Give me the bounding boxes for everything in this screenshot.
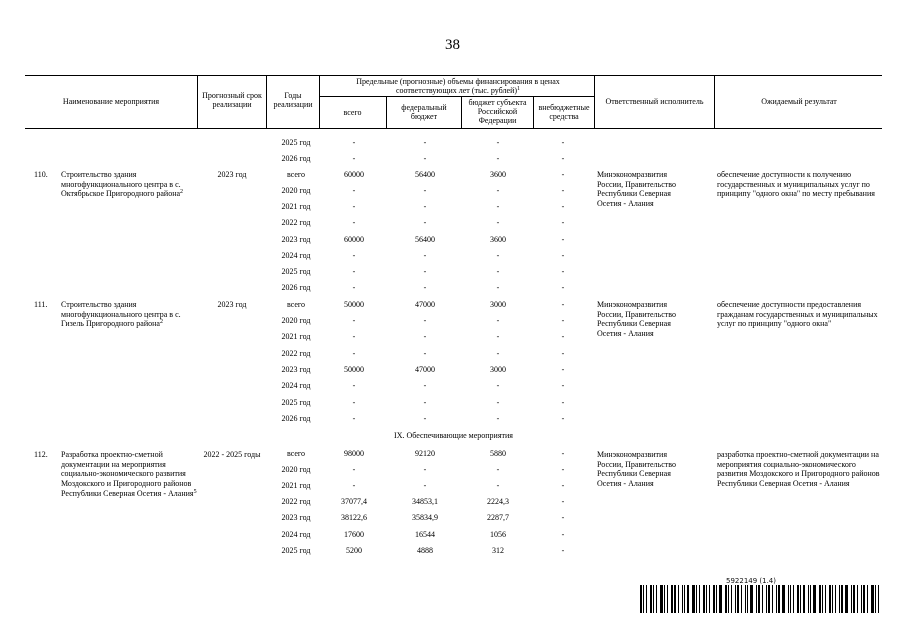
federal-cell: - [423,381,427,390]
barcode-bar [745,585,746,613]
year-cell: 2025 год [281,138,311,147]
barcode-bar [819,585,821,613]
subject-cell: - [496,154,500,163]
barcode-bar [839,585,840,613]
barcode-bar [813,585,816,613]
barcode-bar [735,585,736,613]
extra-cell: - [561,300,565,309]
header-federal: федеральный бюджет [401,103,447,121]
year-cell: 2024 год [281,251,311,260]
year-cell: 2022 год [281,349,311,358]
entry-result: обеспечение доступности предоставления гражданам государственных и муниципальных услуг по принципу "одного окна" [717,300,878,329]
year-cell: 2021 год [281,202,311,211]
barcode-bar [671,585,673,613]
extra-cell: - [561,414,565,423]
federal-cell: - [423,283,427,292]
federal-cell: 16544 [415,530,435,539]
barcode-bar [808,585,809,613]
year-cell: 2025 год [281,546,311,555]
extra-cell: - [561,267,565,276]
federal-cell: - [423,138,427,147]
total-cell: - [352,465,356,474]
extra-cell: - [561,283,565,292]
barcode-bar [731,585,732,613]
barcode-bar [713,585,715,613]
total-cell: - [352,202,356,211]
table-row [25,510,882,526]
barcode-bar [706,585,707,613]
table-row [25,151,882,167]
total-cell: - [352,267,356,276]
year-cell: 2026 год [281,154,311,163]
barcode-bar [696,585,697,613]
barcode-bar [861,585,862,613]
federal-cell: - [423,398,427,407]
header-result: Ожидаемый результат [761,97,837,106]
table-row [25,395,882,411]
year-cell: 2025 год [281,267,311,276]
entry-period: 2023 год [217,300,247,309]
entry-name: Строительство здания многофункционального центра в с. Октябрьское Пригородного района$^2$ [61,170,184,199]
federal-cell: - [423,332,427,341]
header-forecast: Прогнозный срок реализации [202,91,262,109]
subject-cell: - [496,381,500,390]
extra-cell: - [561,530,565,539]
barcode-bar [857,585,858,613]
total-cell: - [352,414,356,423]
table-row [25,346,882,362]
barcode-bar [747,585,748,613]
federal-cell: - [423,251,427,260]
barcode-bar [756,585,757,613]
extra-cell: - [561,349,565,358]
entry-result: обеспечение доступности к получению государственных и муниципальных услуг по принципу "одного окна" по месту пребывания [717,170,875,199]
extra-cell: - [561,154,565,163]
year-cell: 2023 год [281,365,311,374]
year-cell: 2020 год [281,316,311,325]
entry-number: 110. [34,170,48,179]
entry-responsible: Минэкономразвития России, Правительство Республики Северная Осетия - Алания [597,450,676,489]
subject-cell: - [496,414,500,423]
entry-number: 111. [34,300,48,309]
table-row [25,215,882,231]
federal-cell: 56400 [415,235,435,244]
total-cell: 50000 [344,365,364,374]
extra-cell: - [561,332,565,341]
subject-cell: 312 [492,546,504,555]
subject-cell: 1056 [490,530,506,539]
header-extra: внебюджетные средства [538,103,590,121]
table-row [25,329,882,345]
entry-name: Строительство здания многофункционального центра в с. Гизель Пригородного района$^2$ [61,300,181,329]
extra-cell: - [561,449,565,458]
federal-cell: - [423,414,427,423]
barcode-bar [766,585,767,613]
section-title: IX. Обеспечивающие мероприятия [394,431,513,440]
federal-cell: 4888 [417,546,433,555]
subject-cell: - [496,349,500,358]
barcode-bar [656,585,657,613]
total-cell: - [352,349,356,358]
subject-cell: 5880 [490,449,506,458]
barcode-bar [664,585,665,613]
total-cell: - [352,154,356,163]
table-row [25,248,882,264]
year-cell: всего [286,449,305,458]
federal-cell: - [423,186,427,195]
total-cell: - [352,316,356,325]
barcode-bar [682,585,683,613]
barcode-bar [674,585,676,613]
barcode-bar [737,585,739,613]
federal-cell: 92120 [415,449,435,458]
federal-cell: - [423,267,427,276]
barcode-bar [793,585,794,613]
total-cell: - [352,481,356,490]
barcode-bar [684,585,685,613]
barcode-bar [667,585,668,613]
barcode-bar [699,585,700,613]
total-cell: 98000 [344,449,364,458]
year-cell: всего [286,300,305,309]
barcode-bar [800,585,801,613]
page-number: 38 [445,37,460,53]
table-row [25,232,882,248]
barcode-bar [646,585,647,613]
barcode-bar [650,585,652,613]
table-row [25,313,882,329]
barcode-bar [803,585,805,613]
extra-cell: - [561,465,565,474]
table-row [25,167,882,183]
extra-cell: - [561,170,565,179]
barcode-bar [703,585,705,613]
barcode-bar [741,585,743,613]
extra-cell: - [561,398,565,407]
barcode-number: 5922149 (1.4) [726,577,776,585]
year-cell: 2021 год [281,481,311,490]
extra-cell: - [561,316,565,325]
subject-cell: - [496,267,500,276]
barcode-bar [728,585,729,613]
federal-cell: - [423,202,427,211]
header-funding: Предельные (прогнозные) объемы финансирования в ценах соответствующих лет (тыс. рублей)$^1$ [356,77,560,95]
table-row [25,264,882,280]
year-cell: 2023 год [281,235,311,244]
extra-cell: - [561,546,565,555]
year-cell: 2024 год [281,530,311,539]
federal-cell: - [423,316,427,325]
barcode-bar [878,585,879,613]
barcode-bar [653,585,654,613]
entry-number: 112. [34,450,48,459]
subject-cell: - [496,398,500,407]
year-cell: всего [286,170,305,179]
barcode-bar [762,585,763,613]
entry-period: 2022 - 2025 годы [203,450,261,459]
table-row [25,199,882,215]
barcode-bar [810,585,811,613]
total-cell: 60000 [344,235,364,244]
extra-cell: - [561,251,565,260]
year-cell: 2026 год [281,414,311,423]
subject-cell: - [496,316,500,325]
barcode-bar [867,585,868,613]
year-cell: 2023 год [281,513,311,522]
subject-cell: 3000 [490,300,506,309]
barcode-bar [716,585,717,613]
extra-cell: - [561,497,565,506]
subject-cell: 3000 [490,365,506,374]
table-row [25,183,882,199]
entry-name: Разработка проектно-сметной документации на мероприятия социально-экономического развития Моздокского и Пригородного районов Республики Северная Осетия - Алания$^5$ [61,450,197,498]
subject-cell: - [496,465,500,474]
table-row [25,446,882,462]
total-cell: 50000 [344,300,364,309]
table-row [25,297,882,313]
table-row [25,462,882,478]
subject-cell: - [496,332,500,341]
barcode [640,585,882,613]
table-row [25,411,882,427]
extra-cell: - [561,186,565,195]
barcode-bar [797,585,799,613]
barcode-bar [853,585,855,613]
barcode-bar [782,585,785,613]
barcode-bar [725,585,727,613]
federal-cell: - [423,154,427,163]
barcode-bar [790,585,791,613]
barcode-bar [841,585,843,613]
table-row [25,494,882,510]
barcode-bar [692,585,695,613]
barcode-bar [825,585,826,613]
subject-cell: 2287,7 [487,513,509,522]
barcode-bar [832,585,833,613]
year-cell: 2021 год [281,332,311,341]
total-cell: - [352,218,356,227]
federal-cell: 47000 [415,300,435,309]
subject-cell: - [496,481,500,490]
total-cell: - [352,186,356,195]
total-cell: 60000 [344,170,364,179]
federal-cell: 34853,1 [412,497,438,506]
header-years: Годы реализации [273,91,313,109]
table-row [25,527,882,543]
total-cell: - [352,332,356,341]
federal-cell: 56400 [415,170,435,179]
total-cell: 5200 [346,546,362,555]
barcode-bar [788,585,789,613]
table-row [25,135,882,151]
subject-cell: - [496,218,500,227]
barcode-bar [875,585,876,613]
header-total: всего [343,108,362,117]
barcode-bar [845,585,848,613]
subject-cell: - [496,186,500,195]
barcode-bar [871,585,874,613]
subject-cell: - [496,283,500,292]
barcode-bar [776,585,777,613]
extra-cell: - [561,138,565,147]
subject-cell: 3600 [490,170,506,179]
table-row [25,543,882,559]
year-cell: 2026 год [281,283,311,292]
total-cell: - [352,251,356,260]
federal-cell: - [423,481,427,490]
barcode-bar [778,585,780,613]
federal-cell: 35834,9 [412,513,438,522]
entry-responsible: Минэкономразвития России, Правительство Республики Северная Осетия - Алания [597,170,676,209]
table-row [25,378,882,394]
extra-cell: - [561,365,565,374]
barcode-bar [678,585,679,613]
federal-cell: - [423,218,427,227]
year-cell: 2022 год [281,218,311,227]
extra-cell: - [561,202,565,211]
total-cell: - [352,398,356,407]
total-cell: 38122,6 [341,513,367,522]
extra-cell: - [561,481,565,490]
barcode-bar [835,585,836,613]
entry-result: разработка проектно-сметной документации на мероприятия социально-экономического развития Моздокского и Пригородного районов Республики Северная Осетия - Алания [717,450,880,489]
total-cell: - [352,381,356,390]
year-cell: 2020 год [281,186,311,195]
total-cell: 17600 [344,530,364,539]
federal-cell: 47000 [415,365,435,374]
barcode-bar [640,585,642,613]
barcode-bar [750,585,753,613]
extra-cell: - [561,381,565,390]
barcode-bar [851,585,852,613]
total-cell: 37077,4 [341,497,367,506]
table-row [25,478,882,494]
entry-responsible: Минэкономразвития России, Правительство Республики Северная Осетия - Алания [597,300,676,339]
federal-cell: - [423,349,427,358]
barcode-bar [772,585,773,613]
header-name: Наименование мероприятия [62,97,160,106]
year-cell: 2022 год [281,497,311,506]
entry-period: 2023 год [217,170,247,179]
year-cell: 2025 год [281,398,311,407]
subject-cell: 3600 [490,235,506,244]
extra-cell: - [561,218,565,227]
subject-cell: - [496,251,500,260]
extra-cell: - [561,235,565,244]
total-cell: - [352,138,356,147]
barcode-bar [822,585,823,613]
barcode-bar [758,585,760,613]
table-row [25,362,882,378]
header-subject: бюджет субъекта Российской Федерации [468,98,527,125]
barcode-bar [863,585,865,613]
barcode-bar [829,585,831,613]
federal-cell: - [423,465,427,474]
barcode-bar [660,585,663,613]
subject-cell: 2224,3 [487,497,509,506]
table-row [25,280,882,296]
subject-cell: - [496,138,500,147]
header-responsible: Ответственный исполнитель [605,97,704,106]
extra-cell: - [561,513,565,522]
barcode-bar [719,585,722,613]
year-cell: 2024 год [281,381,311,390]
barcode-bar [768,585,770,613]
barcode-bar [687,585,689,613]
year-cell: 2020 год [281,465,311,474]
subject-cell: - [496,202,500,211]
barcode-bar [709,585,710,613]
barcode-bar [643,585,644,613]
total-cell: - [352,283,356,292]
